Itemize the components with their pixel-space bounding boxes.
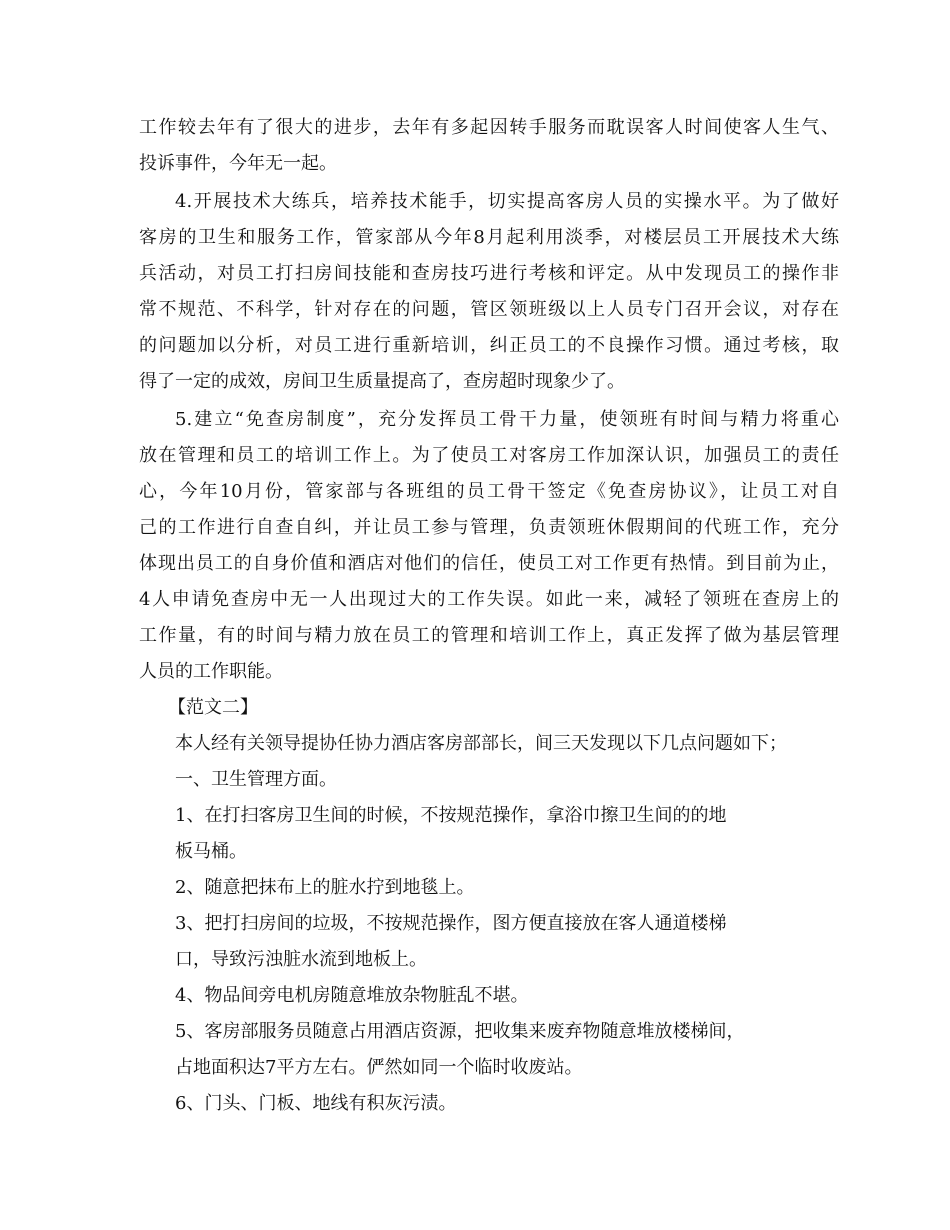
text-line: 客房的卫生和服务工作，管家部从今年8月起利用淡季，对楼层员工开展技术大练	[139, 227, 839, 248]
list-item: 5、客房部服务员随意占用酒店资源，把收集来废弃物随意堆放楼梯间，	[175, 1021, 745, 1042]
list-item-continuation: 占地面积达7平方左右。俨然如同一个临时收废站。	[175, 1057, 583, 1078]
text-line: 本人经有关领导提协任协力酒店客房部部长，间三天发现以下几点问题如下；	[175, 733, 787, 754]
text-line: 放在管理和员工的培训工作上。为了使员工对客房工作加深认识，加强员工的责任	[139, 445, 839, 466]
list-item: 3、把打扫房间的垃圾，不按规范操作，图方便直接放在客人通道楼梯	[175, 913, 727, 934]
text-line: 工作较去年有了很大的进步，去年有多起因转手服务而耽误客人时间使客人生气、	[139, 117, 839, 138]
text-line: 投诉事件，今年无一起。	[139, 153, 337, 174]
text-line: 得了一定的成效，房间卫生质量提高了，查房超时现象少了。	[139, 371, 625, 392]
list-item: 2、随意把抹布上的脏水拧到地毯上。	[175, 877, 475, 898]
text-line: 的问题加以分析，对员工进行重新培训，纠正员工的不良操作习惯。通过考核，取	[139, 335, 839, 356]
text-line: 人员的工作职能。	[139, 661, 283, 682]
text-line: 4人申请免查房中无一人出现过大的工作失误。如此一来，减轻了领班在查房上的	[139, 589, 839, 610]
list-item: 1、在打扫客房卫生间的时候，不按规范操作，拿浴巾擦卫生间的的地	[175, 805, 727, 826]
list-item-continuation: 口，导致污浊脏水流到地板上。	[175, 949, 427, 970]
text-line: 心，今年10月份，管家部与各班组的员工骨干签定《免查房协议》，让员工对自	[139, 481, 839, 502]
text-line: 己的工作进行自查自纠，并让员工参与管理，负责领班休假期间的代班工作，充分	[139, 517, 839, 538]
text-line: 工作量，有的时间与精力放在员工的管理和培训工作上，真正发挥了做为基层管理	[139, 625, 839, 646]
list-item-continuation: 板马桶。	[175, 841, 247, 862]
text-line: 体现出员工的自身价值和酒店对他们的信任，使员工对工作更有热情。到目前为止，	[139, 553, 839, 574]
paragraph-5-first-line: 5.建立“免查房制度”，充分发挥员工骨干力量，使领班有时间与精力将重心	[175, 409, 839, 430]
section-heading: 一、卫生管理方面。	[175, 769, 337, 790]
text-line: 常不规范、不科学，针对存在的问题，管区领班级以上人员专门召开会议，对存在	[139, 299, 839, 320]
list-item: 6、门头、门板、地线有积灰污渍。	[175, 1093, 457, 1114]
paragraph-4-first-line: 4.开展技术大练兵，培养技术能手，切实提高客房人员的实操水平。为了做好	[175, 191, 839, 212]
list-item: 4、物品间旁电机房随意堆放杂物脏乱不堪。	[175, 985, 529, 1006]
text-line: 兵活动，对员工打扫房间技能和查房技巧进行考核和评定。从中发现员工的操作非	[139, 263, 839, 284]
section-heading: 【范文二】	[168, 697, 258, 718]
